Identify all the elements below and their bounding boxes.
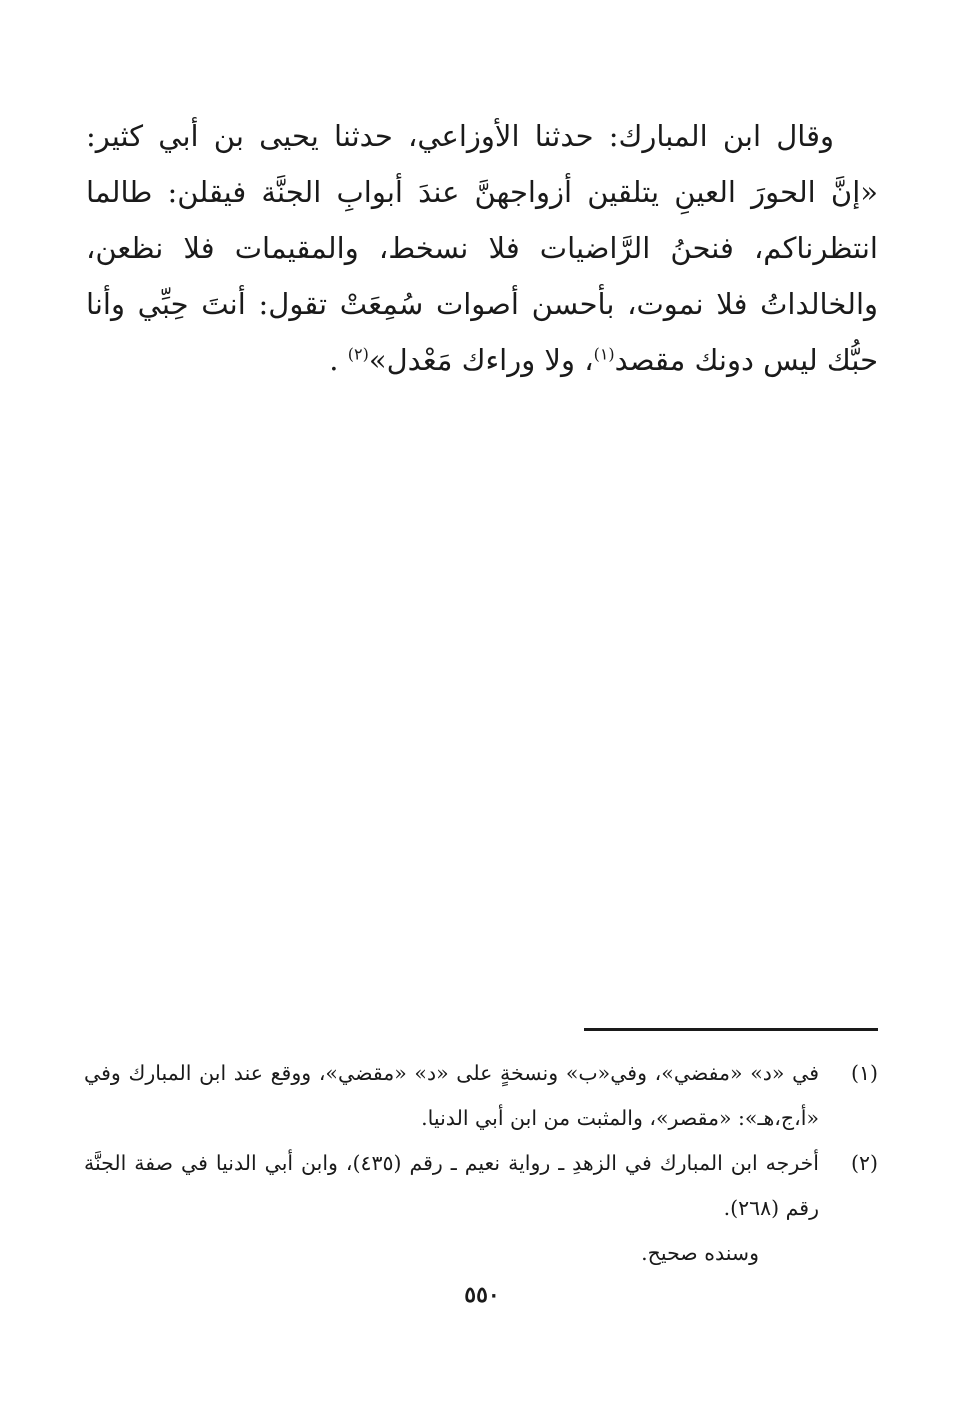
page-number: ٥٥٠ [464, 1282, 500, 1308]
main-text-block [86, 108, 878, 388]
main-paragraph-text: وقال ابن المبارك: حدثنا الأوزاعي، حدثنا يحيى بن أبي كثير: «إنَّ الحورَ العينِ يتلقين أزواجهنَّ عندَ أبوابِ الجنَّة فيقلن: طالما انتظرناكم، فنحنُ الرَّاضيات فلا نسخط، والمقيمات فلا نظعن، والخالداتُ فلا نموت، بأحسن أصوات سُمِعَتْ تقول: أنتَ حِبِّي وأنا حبُّك ليس دونك مقصد [86, 119, 878, 377]
footnote-1 [84, 1051, 878, 1141]
footnotes-section [84, 1051, 878, 1276]
footnote-divider [584, 1028, 878, 1031]
footnote-number: (١) [850, 1061, 878, 1085]
main-paragraph [86, 108, 878, 388]
footnote-ref-2: (٢) [347, 344, 369, 364]
main-paragraph-tail: ، ولا وراءك مَعْدل» [368, 343, 594, 377]
footnote-number: (٢) [850, 1151, 878, 1175]
footnote-2-note: وسنده صحيح. [641, 1241, 759, 1265]
footnote-2 [84, 1141, 878, 1231]
footnote-ref-1: (١) [593, 344, 615, 364]
footnote-text: أخرجه ابن المبارك في الزهدِ ـ رواية نعيم ـ رقم (٤٣٥)، وابن أبي الدنيا في صفة الجنَّة رقم (٢٦٨). [84, 1151, 819, 1220]
footnote-text: في «د» «مفضي»، وفي«ب» ونسخةٍ على «د» «مقضي»، ووقع عند ابن المبارك وفي «أ،ج،هـ»: «مقصر»، والمثبت من ابن أبي الدنيا. [84, 1061, 819, 1130]
main-paragraph-end: . [329, 343, 348, 377]
